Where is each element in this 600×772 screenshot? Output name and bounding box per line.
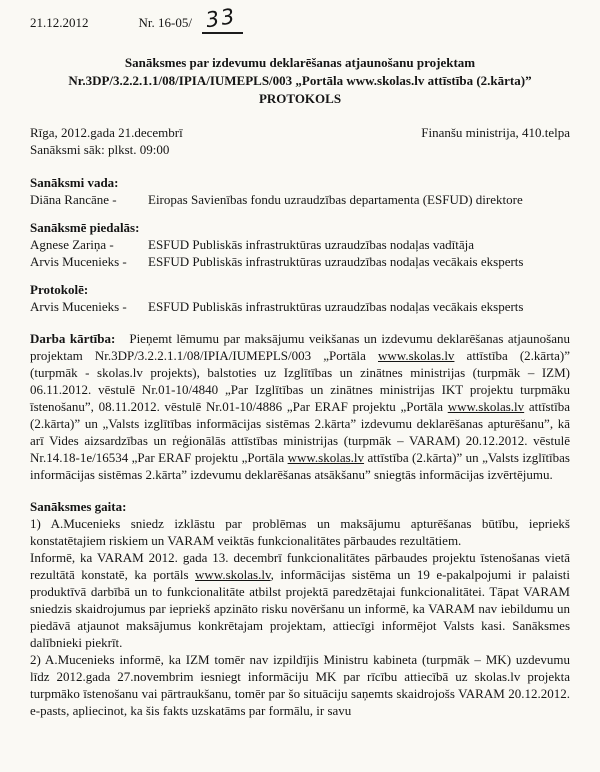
person-name: Diāna Rancāne - (30, 192, 117, 207)
meeting-meta-row (30, 124, 570, 141)
section-chair (30, 174, 570, 208)
text-segment: , informācijas sistēma un 19 e-pakalpojumi ir palaisti produktīvā darbībā un to funkcionalitāte atbilst projektā paredzētajai funkcionalitātei. Tāpat VARAM sniedzis skaidrojumus par iepriekš apzināto risku novēršanu un informē, ka VARAM nav iebildumu un piedāvā atjaunot maksājumus konkrētajam projektam, attiecīgi informējot Valsts kasi. Sanāksmes dalībnieki piekrīt. (30, 567, 570, 650)
text-segment: Informē, ka VARAM 2012. gada 13. decembrī funkcionalitātes pārbaudes projektu īstenošanas vietā rezultātā konstatē, ka portāls (30, 550, 570, 582)
url-text: www.skolas.lv (195, 567, 271, 582)
url-text: www.skolas.lv (447, 399, 525, 414)
meeting-start-time: Sanāksmi sāk: plkst. 09:00 (30, 142, 170, 157)
person-name: Arvis Mucenieks - (30, 254, 127, 269)
person-name: Agnese Zariņa - (30, 237, 114, 252)
text-segment: attīstība (2.kārta)” un „Valsts izglītības informācijas sistēmas 2.kārta” izdevumu deklarēšanas apturēšanu”, kā arī Vides aizsardzības un reģionālās attīstības ministrijas (turpmāk – VARAM) 20.12.2012. vēstulē Nr.14.18-1e/16534 „Par ERAF projektu „Portāla (30, 399, 570, 465)
person-row (30, 191, 570, 208)
url-text: www.skolas.lv (378, 348, 455, 363)
section-recorder (30, 281, 570, 315)
section-attendees (30, 219, 570, 270)
minutes-heading: Sanāksmes gaita: (30, 499, 127, 514)
title-line-2: Nr.3DP/3.2.2.1.1/08/IPIA/IUMEPLS/003 „Portāla www.skolas.lv attīstība (2.kārta)” (68, 73, 532, 88)
document-type-label: PROTOKOLS (258, 91, 342, 106)
minutes-section (30, 498, 570, 719)
agenda-heading: Darba kārtība: (30, 331, 116, 346)
handwritten-number-digits: 33 (203, 3, 239, 33)
minutes-paragraph-1 (30, 515, 570, 549)
meeting-place-date: Rīga, 2012.gada 21.decembrī (30, 125, 183, 140)
document-date: 21.12.2012 (30, 15, 89, 30)
url-text: www.skolas.lv (287, 450, 365, 465)
meeting-meta (30, 124, 570, 158)
person-row (30, 236, 570, 253)
document-header-row (30, 3, 570, 40)
person-role: Eiropas Savienības fondu uzraudzības departamenta (ESFUD) direktore (148, 192, 523, 207)
title-line-1: Sanāksmes par izdevumu deklarēšanas atjaunošanu projektam (124, 55, 476, 70)
person-role: ESFUD Publiskās infrastruktūras uzraudzības nodaļas vecākais eksperts (148, 299, 524, 314)
person-row (30, 298, 570, 315)
handwritten-number (202, 3, 243, 34)
text-segment: Pieņemt lēmumu par maksājumu veikšanas un izdevumu deklarēšanas atjaunošanu projektam Nr.3DP/3.2.2.1.1/08/IPIA/IUMEPLS/003 „Portāla (30, 331, 570, 363)
minutes-paragraph-2 (30, 549, 570, 651)
text-segment: 2) A.Mucenieks informē, ka IZM tomēr nav izpildījis Ministru kabineta (turpmāk – MK) uzdevumu līdz 2012.gada 27.novembrim iesniegt informāciju MK par rīcību attiecībā uz skolas.lv projekta turpmāko īstenošanu vai pārtraukšanu, tomēr par šo situāciju saņemts skaidrojošs VARAM 20.12.2012. e-pasts, apliecinot, ka šis fakts uzskatāms par formālu, ir savu (30, 652, 570, 718)
section-heading-recorder: Protokolē: (30, 282, 89, 297)
meeting-location: Finanšu ministrija, 410.telpa (421, 125, 570, 140)
text-segment: attīstība (2.kārta)” un „Valsts izglītības informācijas sistēmas 2.kārta” izdevumu deklarēšanas atsākšanu” sniegtās informācijas izvērtējumu. (30, 450, 570, 482)
text-segment: 1) A.Mucenieks sniedz izklāstu par problēmas un maksājumu apturēšanas būtību, iepriekš konstatētajiem riskiem un VARAM veiktās funkcionalitātes pārbaudes rezultātiem. (30, 516, 570, 548)
person-role: ESFUD Publiskās infrastruktūras uzraudzības nodaļas vadītāja (148, 237, 475, 252)
document-title (30, 54, 570, 108)
document-number-label: Nr. 16-05/ (138, 15, 192, 30)
person-row (30, 253, 570, 270)
section-heading-chair: Sanāksmi vada: (30, 175, 119, 190)
person-name: Arvis Mucenieks - (30, 299, 127, 314)
text-segment: attīstība (2.kārta)” (turpmāk - skolas.lv projekts), balstoties uz Izglītības un zinātnes ministrijas (turpmāk – IZM) 06.11.2012. vēstulē Nr.01-10/4840 „Par Izglītības un zinātnes ministrijas IKT projektu turpmāku īstenošanu”, 08.11.2012. vēstulē Nr.01-10/4886 „Par ERAF projektu „Portāla (30, 348, 570, 414)
agenda-paragraph (30, 330, 570, 483)
section-heading-attendees: Sanāksmē piedalās: (30, 220, 140, 235)
person-role: ESFUD Publiskās infrastruktūras uzraudzības nodaļas vecākais eksperts (148, 254, 524, 269)
minutes-paragraph-3 (30, 651, 570, 719)
agenda-text (30, 331, 570, 482)
